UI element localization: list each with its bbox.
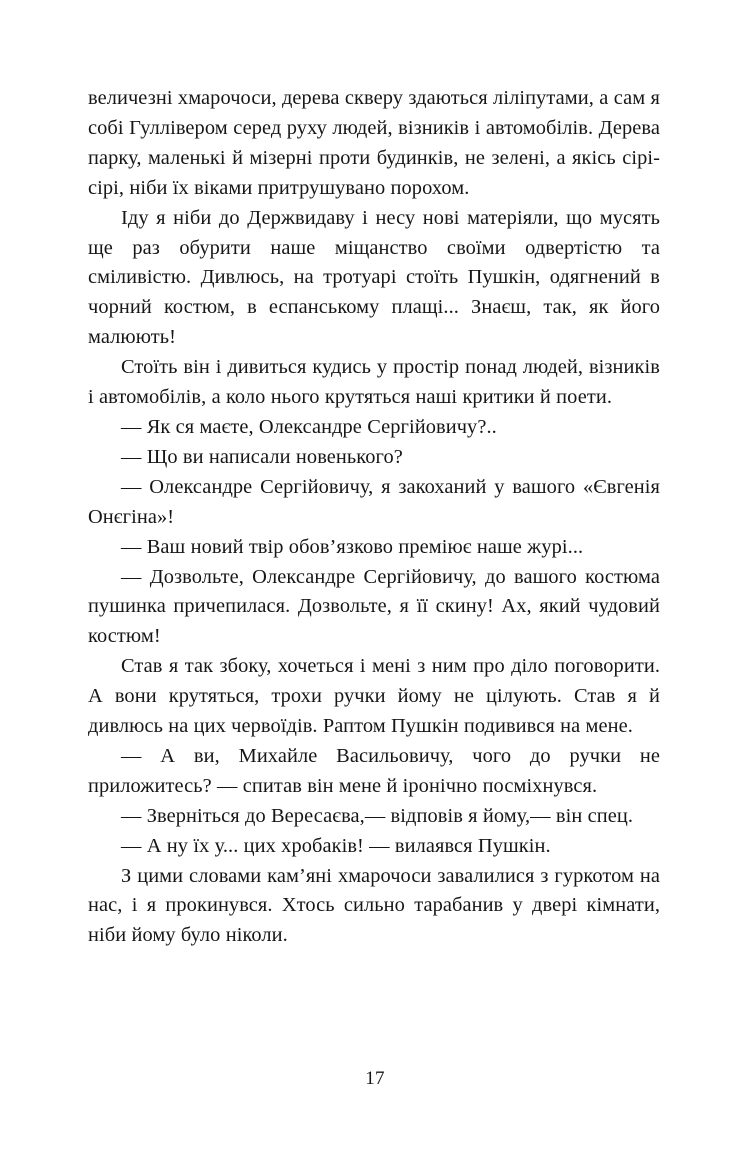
paragraph-dialogue: — Зверніться до Вересаєва,— відповів я йому,— він спец. <box>121 804 634 827</box>
paragraph-dialogue: — Дозвольте, Олександре Сергійовичу, до вашого костюма пушинка причепилася. Дозвольте, я її скину! Ах, який чудовий костюм! <box>88 565 660 648</box>
paragraph: З цими словами кам’яні хмарочоси завалилися з гуркотом на нас, і я прокинувся. Хтось сильно тарабанив у двері кімнати, ніби йому було ніколи. <box>88 864 660 947</box>
page-number: 17 <box>365 1068 385 1089</box>
paragraph: Стоїть він і дивиться кудись у простір понад людей, візників і автомобілів, а коло нього крутяться наші критики й поети. <box>88 356 660 409</box>
paragraph: величезні хмарочоси, дерева скверу здаються ліліпутами, а сам я собі Гуллівером серед руху людей, візників і автомобілів. Дерева парку, маленькі й мізерні проти будинків, не зелені, а якісь сірі-сірі, ніби їх віками притрушувано порохом. <box>88 87 660 199</box>
paragraph-dialogue: — А ну їх у... цих хробаків! — вилаявся Пушкін. <box>121 834 551 857</box>
paragraph-dialogue: — Що ви написали новенького? <box>121 445 403 468</box>
paragraph-dialogue: — Ваш новий твір обов’язково преміює наше журі... <box>121 535 584 558</box>
paragraph-dialogue: — Як ся маєте, Олександре Сергійовичу?.. <box>121 415 497 438</box>
paragraph: Іду я ніби до Держвидаву і несу нові матеріяли, що мусять ще раз обурити наше міщанство своїми одвертістю та сміливістю. Дивлюсь, на тротуарі стоїть Пушкін, одягнений в чорний костюм, в еспанському плащі... Знаєш, так, як його малюють! <box>88 206 660 349</box>
page-body-text <box>88 84 660 951</box>
paragraph-dialogue: — Олександре Сергійовичу, я закоханий у вашого «Євгенія Онєгіна»! <box>88 475 660 528</box>
paragraph: Став я так збоку, хочеться і мені з ним про діло поговорити. А вони крутяться, трохи ручки йому не цілують. Став я й дивлюсь на цих червоїдів. Раптом Пушкін подивився на мене. <box>88 655 660 738</box>
paragraph-dialogue: — А ви, Михайле Васильовичу, чого до ручки не приложитесь? — спитав він мене й іронічно посміхнувся. <box>88 744 660 797</box>
